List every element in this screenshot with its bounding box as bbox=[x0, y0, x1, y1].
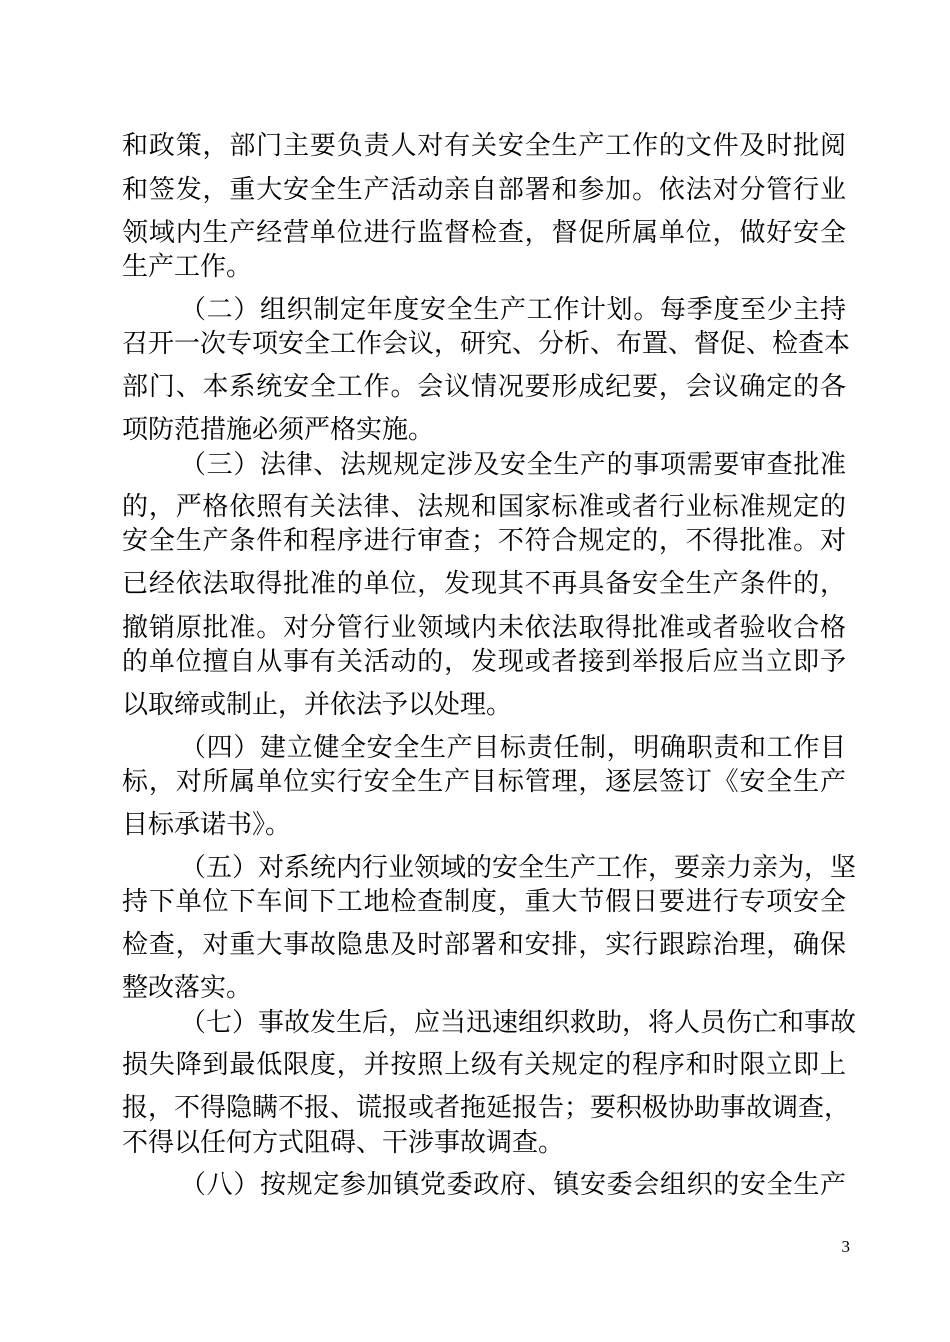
text-line: 损失降到最低限度，并按照上级有关规定的程序和时限立即上 bbox=[122, 1050, 846, 1080]
text-line: 领域内生产经营单位进行监督检查，督促所属单位，做好安全 bbox=[122, 218, 846, 248]
text-line: 报，不得隐瞒不报、谎报或者拖延报告；要积极协助事故调查， bbox=[122, 1093, 851, 1123]
text-line: 生产工作。 bbox=[122, 252, 253, 282]
paragraph-first-line: （七）事故发生后，应当迅速组织救助，将人员伤亡和事故 bbox=[180, 1008, 857, 1038]
paragraph-first-line: （八）按规定参加镇党委政府、镇安委会组织的安全生产 bbox=[180, 1170, 846, 1200]
text-line: 标，对所属单位实行安全生产目标管理，逐层签订《安全生产 bbox=[122, 767, 846, 797]
text-line: 安全生产条件和程序进行审查；不符合规定的，不得批准。对 bbox=[122, 526, 846, 556]
text-line: 检查，对重大事故隐患及时部署和安排，实行跟踪治理，确保 bbox=[122, 930, 846, 960]
text-line: 持下单位下车间下工地检查制度，重大节假日要进行专项安全 bbox=[122, 887, 846, 917]
text-line: 整改落实。 bbox=[122, 973, 253, 1003]
text-line: 不得以任何方式阻碍、干涉事故调查。 bbox=[122, 1128, 565, 1158]
text-line: 的，严格依照有关法律、法规和国家标准或者行业标准规定的 bbox=[122, 492, 846, 522]
paragraph-first-line: （五）对系统内行业领域的安全生产工作，要亲力亲为，坚 bbox=[180, 853, 857, 883]
text-line: 已经依法取得批准的单位，发现其不再具备安全生产条件的， bbox=[122, 569, 846, 599]
text-line: 和政策，部门主要负责人对有关安全生产工作的文件及时批阅 bbox=[122, 131, 846, 161]
paragraph-first-line: （三）法律、法规规定涉及安全生产的事项需要审查批准 bbox=[180, 450, 846, 480]
text-line: 和签发，重大安全生产活动亲自部署和参加。依法对分管行业 bbox=[122, 175, 846, 205]
text-line: 撤销原批准。对分管行业领域内未依法取得批准或者验收合格 bbox=[122, 613, 846, 643]
text-line: 以取缔或制止，并依法予以处理。 bbox=[122, 690, 513, 720]
text-line: 项防范措施必须严格实施。 bbox=[122, 415, 435, 445]
paragraph-first-line: （二）组织制定年度安全生产工作计划。每季度至少主持 bbox=[180, 295, 846, 325]
text-line: 召开一次专项安全工作会议，研究、分析、布置、督促、检查本 bbox=[122, 329, 851, 359]
text-line: 的单位擅自从事有关活动的，发现或者接到举报后应当立即予 bbox=[122, 647, 846, 677]
paragraph-first-line: （四）建立健全安全生产目标责任制，明确职责和工作目 bbox=[180, 733, 846, 763]
text-line: 部门、本系统安全工作。会议情况要形成纪要，会议确定的各 bbox=[122, 372, 846, 402]
page-number: 3 bbox=[841, 1237, 850, 1256]
text-line: 目标承诺书》。 bbox=[122, 810, 292, 840]
